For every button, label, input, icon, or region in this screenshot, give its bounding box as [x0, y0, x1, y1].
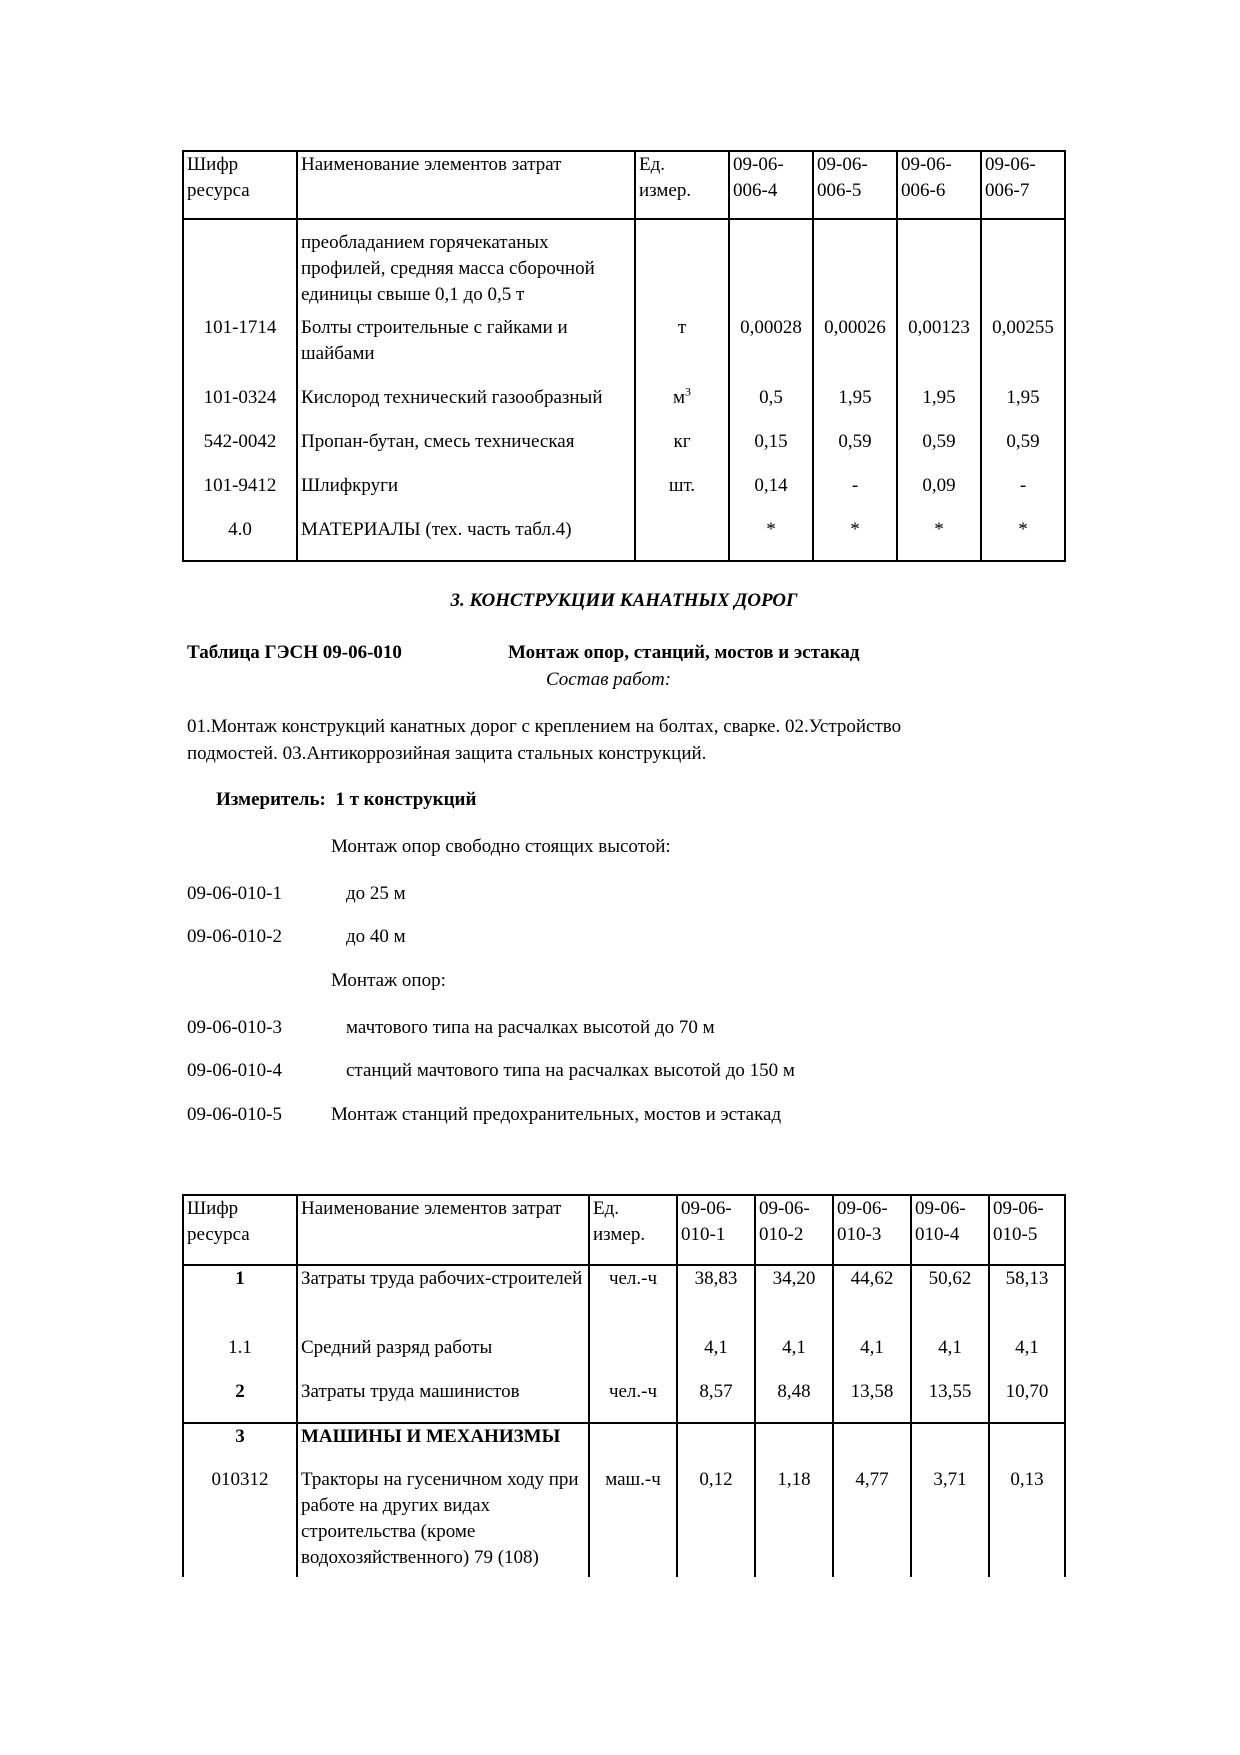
- row-value: 0,59: [897, 429, 981, 473]
- row-value: 4,77: [833, 1467, 911, 1577]
- header-col-5: 09-06- 010-5: [989, 1195, 1065, 1265]
- row-value: 4,1: [755, 1335, 833, 1379]
- row-name: Кислород технический газообразный: [297, 385, 635, 429]
- row-value: 38,83: [677, 1265, 755, 1335]
- table-row: [183, 315, 1065, 385]
- row-unit: [589, 1423, 677, 1467]
- row-value: 0,13: [989, 1467, 1065, 1577]
- row-name: Средний разряд работы: [297, 1335, 589, 1379]
- row-value: 0,00028: [729, 315, 813, 385]
- header-col-3: 09-06- 010-3: [833, 1195, 911, 1265]
- row-value: 34,20: [755, 1265, 833, 1335]
- row-unit: чел.-ч: [589, 1265, 677, 1335]
- row-unit: [635, 517, 729, 561]
- row-value: 1,18: [755, 1467, 833, 1577]
- row-value: 0,59: [981, 429, 1065, 473]
- composition-text-line-2: подмостей. 03.Антикоррозийная защита стальных конструкций.: [187, 743, 707, 764]
- row-value: 4,1: [911, 1335, 989, 1379]
- row-code: 1.1: [183, 1335, 297, 1379]
- row-code: 010312: [183, 1467, 297, 1577]
- resource-table-2: [182, 1194, 1066, 1577]
- item-code: 09-06-010-5: [187, 1104, 282, 1125]
- row-name: МАТЕРИАЛЫ (тех. часть табл.4): [297, 517, 635, 561]
- item-code: 09-06-010-1: [187, 883, 282, 904]
- row-value: 0,15: [729, 429, 813, 473]
- row-name: преобладанием горячекатаных профилей, средняя масса сборочной единицы свыше 0,1 до 0,5 т: [297, 219, 635, 315]
- row-value: 0,00026: [813, 315, 897, 385]
- row-value: 0,00123: [897, 315, 981, 385]
- row-unit: [635, 219, 729, 315]
- row-value: -: [981, 473, 1065, 517]
- header-col-1: 09-06- 006-4: [729, 151, 813, 219]
- header-col-3: 09-06- 006-6: [897, 151, 981, 219]
- row-name: Болты строительные с гайками и шайбами: [297, 315, 635, 385]
- row-name: Шлифкруги: [297, 473, 635, 517]
- row-value: 50,62: [911, 1265, 989, 1335]
- row-unit: $м^3$: [635, 385, 729, 429]
- row-unit: кг: [635, 429, 729, 473]
- row-code: [183, 219, 297, 315]
- table-row: [183, 1379, 1065, 1423]
- row-name: МАШИНЫ И МЕХАНИЗМЫ: [297, 1423, 589, 1467]
- row-value: 58,13: [989, 1265, 1065, 1335]
- header-code: Шифр ресурса: [183, 151, 297, 219]
- row-value: [755, 1423, 833, 1467]
- header-col-4: 09-06- 010-4: [911, 1195, 989, 1265]
- composition-label: Состав работ:: [546, 669, 672, 690]
- row-value: 13,55: [911, 1379, 989, 1423]
- row-value: [897, 219, 981, 315]
- row-value: 3,71: [911, 1467, 989, 1577]
- table-header-row: [183, 1195, 1065, 1265]
- table-row: [183, 385, 1065, 429]
- row-unit: т: [635, 315, 729, 385]
- item-text: до 25 м: [346, 883, 406, 904]
- table-row: [183, 429, 1065, 473]
- header-col-2: 09-06- 010-2: [755, 1195, 833, 1265]
- row-value: [677, 1423, 755, 1467]
- row-value: 44,62: [833, 1265, 911, 1335]
- table-row: [183, 517, 1065, 561]
- row-value: 1,95: [813, 385, 897, 429]
- group-heading: Монтаж опор:: [331, 970, 446, 991]
- row-code: 542-0042: [183, 429, 297, 473]
- row-value: 0,09: [897, 473, 981, 517]
- row-value: *: [897, 517, 981, 561]
- row-value: -: [813, 473, 897, 517]
- row-name: Пропан-бутан, смесь техническая: [297, 429, 635, 473]
- row-value: *: [981, 517, 1065, 561]
- table-row: [183, 1423, 1065, 1467]
- table-row: [183, 219, 1065, 315]
- composition-text-line-1: 01.Монтаж конструкций канатных дорог с креплением на болтах, сварке. 02.Устройство: [187, 716, 902, 737]
- row-code: 4.0: [183, 517, 297, 561]
- section-title: 3. КОНСТРУКЦИИ КАНАТНЫХ ДОРОГ: [450, 590, 798, 611]
- row-value: 10,70: [989, 1379, 1065, 1423]
- header-col-1: 09-06- 010-1: [677, 1195, 755, 1265]
- row-unit: маш.-ч: [589, 1467, 677, 1577]
- row-value: 0,00255: [981, 315, 1065, 385]
- row-code: 1: [183, 1265, 297, 1335]
- row-value: [729, 219, 813, 315]
- row-value: 1,95: [981, 385, 1065, 429]
- row-unit: шт.: [635, 473, 729, 517]
- row-code: 101-0324: [183, 385, 297, 429]
- row-value: 4,1: [989, 1335, 1065, 1379]
- item-text: Монтаж станций предохранительных, мостов и эстакад: [331, 1104, 782, 1125]
- table-row: [183, 1467, 1065, 1577]
- item-text: до 40 м: [346, 926, 406, 947]
- item-text: мачтового типа на расчалках высотой до 70 м: [346, 1017, 715, 1038]
- row-value: 0,59: [813, 429, 897, 473]
- table-label: Таблица ГЭСН 09-06-010: [187, 642, 402, 663]
- meter: Измеритель: 1 т конструкций: [216, 789, 477, 810]
- row-code: 2: [183, 1379, 297, 1423]
- row-value: [989, 1423, 1065, 1467]
- header-col-4: 09-06- 006-7: [981, 151, 1065, 219]
- table-title: Монтаж опор, станций, мостов и эстакад: [508, 642, 860, 663]
- row-name: Затраты труда машинистов: [297, 1379, 589, 1423]
- row-value: 0,5: [729, 385, 813, 429]
- row-value: 4,1: [677, 1335, 755, 1379]
- item-code: 09-06-010-2: [187, 926, 282, 947]
- row-value: 0,12: [677, 1467, 755, 1577]
- row-value: 8,48: [755, 1379, 833, 1423]
- row-value: 4,1: [833, 1335, 911, 1379]
- row-unit: чел.-ч: [589, 1379, 677, 1423]
- table-header-row: [183, 151, 1065, 219]
- row-value: 1,95: [897, 385, 981, 429]
- row-value: 13,58: [833, 1379, 911, 1423]
- header-col-2: 09-06- 006-5: [813, 151, 897, 219]
- header-name: Наименование элементов затрат: [297, 151, 635, 219]
- row-unit: [589, 1335, 677, 1379]
- table-row: [183, 1335, 1065, 1379]
- row-value: *: [813, 517, 897, 561]
- header-name: Наименование элементов затрат: [297, 1195, 589, 1265]
- row-code: 101-1714: [183, 315, 297, 385]
- row-name: Затраты труда рабочих-строителей: [297, 1265, 589, 1335]
- item-code: 09-06-010-3: [187, 1017, 282, 1038]
- row-value: 0,14: [729, 473, 813, 517]
- row-value: [813, 219, 897, 315]
- table-row: [183, 473, 1065, 517]
- table-row: [183, 1265, 1065, 1335]
- row-name: Тракторы на гусеничном ходу при работе на других видах строительства (кроме водохозяйственного) 79 (108): [297, 1467, 589, 1577]
- item-text: станций мачтового типа на расчалках высотой до 150 м: [346, 1060, 795, 1081]
- row-value: [981, 219, 1065, 315]
- row-value: *: [729, 517, 813, 561]
- resource-table-1: [182, 150, 1066, 562]
- item-code: 09-06-010-4: [187, 1060, 282, 1081]
- header-unit: Ед. измер.: [635, 151, 729, 219]
- header-unit: Ед. измер.: [589, 1195, 677, 1265]
- group-heading: Монтаж опор свободно стоящих высотой:: [331, 836, 671, 857]
- row-value: [833, 1423, 911, 1467]
- row-code: 3: [183, 1423, 297, 1467]
- header-code: Шифр ресурса: [183, 1195, 297, 1265]
- row-code: 101-9412: [183, 473, 297, 517]
- row-value: [911, 1423, 989, 1467]
- row-value: 8,57: [677, 1379, 755, 1423]
